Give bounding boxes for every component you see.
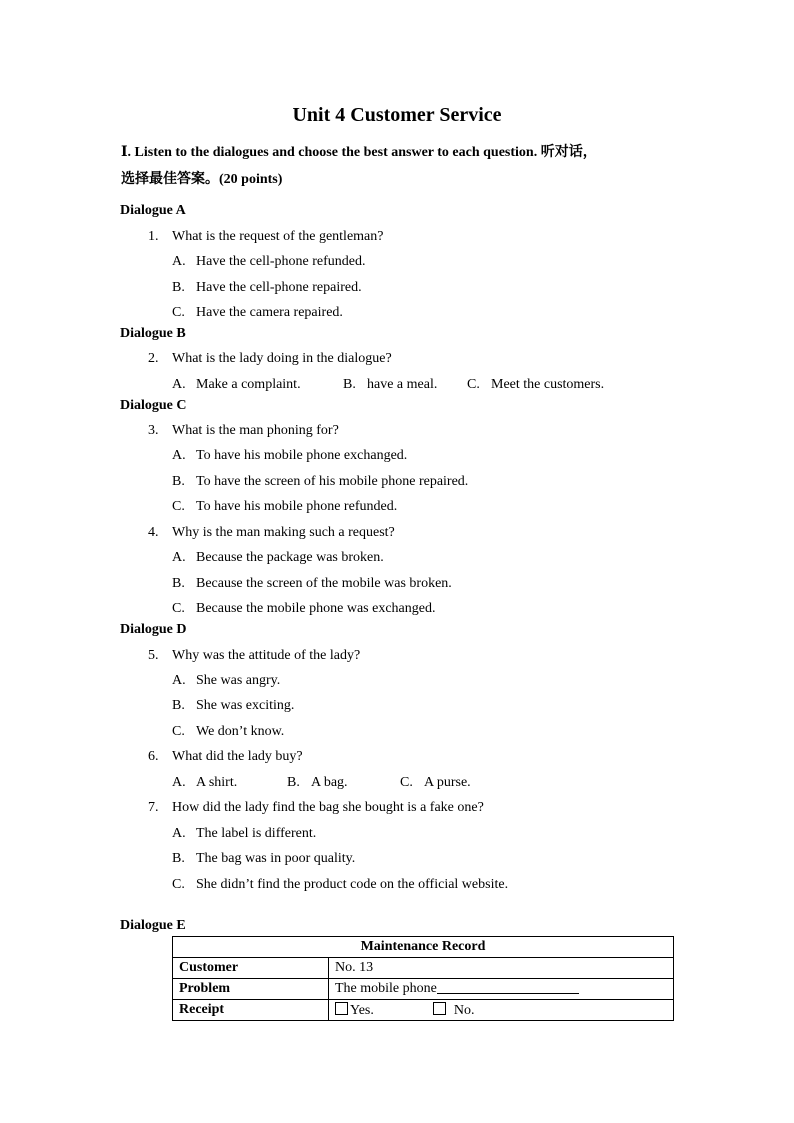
- option-text: The label is different.: [196, 826, 317, 841]
- option-text: A shirt.: [196, 775, 238, 790]
- option-letter: C.: [172, 305, 185, 320]
- section-instruction: Ⅰ. Listen to the dialogues and choose the best answer to each question. 听对话，: [121, 145, 597, 160]
- option-letter: A.: [172, 673, 186, 688]
- maintenance-record-table: [172, 936, 674, 1021]
- option-text: A purse.: [424, 775, 471, 790]
- option-letter: B.: [343, 377, 356, 392]
- receipt-label: Receipt: [173, 1000, 329, 1021]
- option-letter: B.: [172, 576, 185, 591]
- q1-option-c: [172, 305, 343, 321]
- table-row: [173, 958, 674, 979]
- option-text: She didn’t find the product code on the official website.: [196, 877, 509, 892]
- option-letter: A.: [172, 448, 186, 463]
- option-letter: C.: [172, 601, 185, 616]
- q7-option-b: [172, 851, 355, 867]
- question-7: [148, 800, 484, 816]
- option-letter: C.: [400, 775, 413, 790]
- question-text: Why is the man making such a request?: [172, 525, 395, 540]
- option-text: Have the camera repaired.: [196, 305, 343, 320]
- option-text: To have his mobile phone exchanged.: [196, 448, 408, 463]
- q4-option-c: [172, 601, 435, 617]
- no-label: No.: [453, 1002, 475, 1018]
- q2-option-b: [343, 377, 437, 393]
- section-instruction-cont: 选择最佳答案。(20 points): [121, 172, 283, 187]
- option-letter: A.: [172, 826, 186, 841]
- q6-option-c: [400, 775, 471, 791]
- option-letter: C.: [172, 724, 185, 739]
- no-checkbox[interactable]: [433, 1002, 446, 1015]
- table-row: [173, 1000, 674, 1021]
- option-text: To have the screen of his mobile phone repaired.: [196, 474, 469, 489]
- option-text: The bag was in poor quality.: [196, 851, 356, 866]
- option-text: have a meal.: [367, 377, 438, 392]
- question-6: [148, 749, 303, 765]
- question-5: [148, 648, 360, 664]
- option-letter: B.: [287, 775, 300, 790]
- q3-option-b: [172, 474, 468, 490]
- question-number: 4.: [148, 525, 159, 540]
- option-letter: C.: [467, 377, 480, 392]
- q6-option-a: [172, 775, 237, 791]
- option-letter: B.: [172, 698, 185, 713]
- q4-option-a: [172, 550, 384, 566]
- q7-option-a: [172, 826, 316, 842]
- dialogue-d-heading: Dialogue D: [120, 622, 187, 637]
- question-text: Why was the attitude of the lady?: [172, 648, 361, 663]
- option-letter: A.: [172, 550, 186, 565]
- option-text: Make a complaint.: [196, 377, 301, 392]
- option-text: She was angry.: [196, 673, 281, 688]
- q5-option-a: [172, 673, 280, 689]
- question-text: What is the man phoning for?: [172, 423, 339, 438]
- q2-option-a: [172, 377, 301, 393]
- option-letter: A.: [172, 377, 186, 392]
- dialogue-e-heading: Dialogue E: [120, 918, 186, 933]
- question-text: What is the lady doing in the dialogue?: [172, 351, 392, 366]
- problem-label: Problem: [173, 979, 329, 1000]
- page-title: Unit 4 Customer Service: [292, 104, 502, 126]
- dialogue-a-heading: Dialogue A: [120, 203, 186, 218]
- question-text: What is the request of the gentleman?: [172, 229, 384, 244]
- q3-option-a: [172, 448, 407, 464]
- answer-blank[interactable]: [437, 981, 579, 994]
- q2-option-c: [467, 377, 604, 393]
- question-2: [148, 351, 392, 367]
- option-text: Because the screen of the mobile was broken.: [196, 576, 452, 591]
- option-text: To have his mobile phone refunded.: [196, 499, 398, 514]
- question-number: 5.: [148, 648, 159, 663]
- option-text: She was exciting.: [196, 698, 295, 713]
- option-text: A bag.: [311, 775, 348, 790]
- option-text: Because the mobile phone was exchanged.: [196, 601, 436, 616]
- option-text: Meet the customers.: [491, 377, 605, 392]
- question-text: What did the lady buy?: [172, 749, 303, 764]
- q3-option-c: [172, 499, 397, 515]
- option-letter: C.: [172, 877, 185, 892]
- option-letter: A.: [172, 775, 186, 790]
- question-4: [148, 525, 395, 541]
- question-text: How did the lady find the bag she bought is a fake one?: [172, 800, 484, 815]
- yes-label: Yes.: [350, 1002, 374, 1018]
- table-title: Maintenance Record: [173, 937, 674, 958]
- dialogue-b-heading: Dialogue B: [120, 326, 186, 341]
- option-text: Because the package was broken.: [196, 550, 384, 565]
- q7-option-c: [172, 877, 508, 893]
- option-text: We don’t know.: [196, 724, 285, 739]
- problem-value: The mobile phone: [335, 981, 437, 996]
- option-letter: C.: [172, 499, 185, 514]
- receipt-cell: [329, 1000, 674, 1021]
- customer-label: Customer: [173, 958, 329, 979]
- question-3: [148, 423, 339, 439]
- question-1: [148, 229, 383, 245]
- q1-option-a: [172, 254, 365, 270]
- option-text: Have the cell-phone repaired.: [196, 280, 362, 295]
- customer-value: No. 13: [329, 958, 674, 979]
- q4-option-b: [172, 576, 452, 592]
- q5-option-b: [172, 698, 294, 714]
- q6-option-b: [287, 775, 348, 791]
- option-text: Have the cell-phone refunded.: [196, 254, 366, 269]
- table-row: [173, 937, 674, 958]
- question-number: 3.: [148, 423, 159, 438]
- question-number: 2.: [148, 351, 159, 366]
- table-row: [173, 979, 674, 1000]
- q1-option-b: [172, 280, 362, 296]
- question-number: 6.: [148, 749, 159, 764]
- q5-option-c: [172, 724, 284, 740]
- question-number: 1.: [148, 229, 159, 244]
- dialogue-c-heading: Dialogue C: [120, 398, 187, 413]
- option-letter: B.: [172, 851, 185, 866]
- question-number: 7.: [148, 800, 159, 815]
- yes-checkbox[interactable]: [335, 1002, 348, 1015]
- problem-cell: [329, 979, 674, 1000]
- option-letter: B.: [172, 474, 185, 489]
- option-letter: A.: [172, 254, 186, 269]
- option-letter: B.: [172, 280, 185, 295]
